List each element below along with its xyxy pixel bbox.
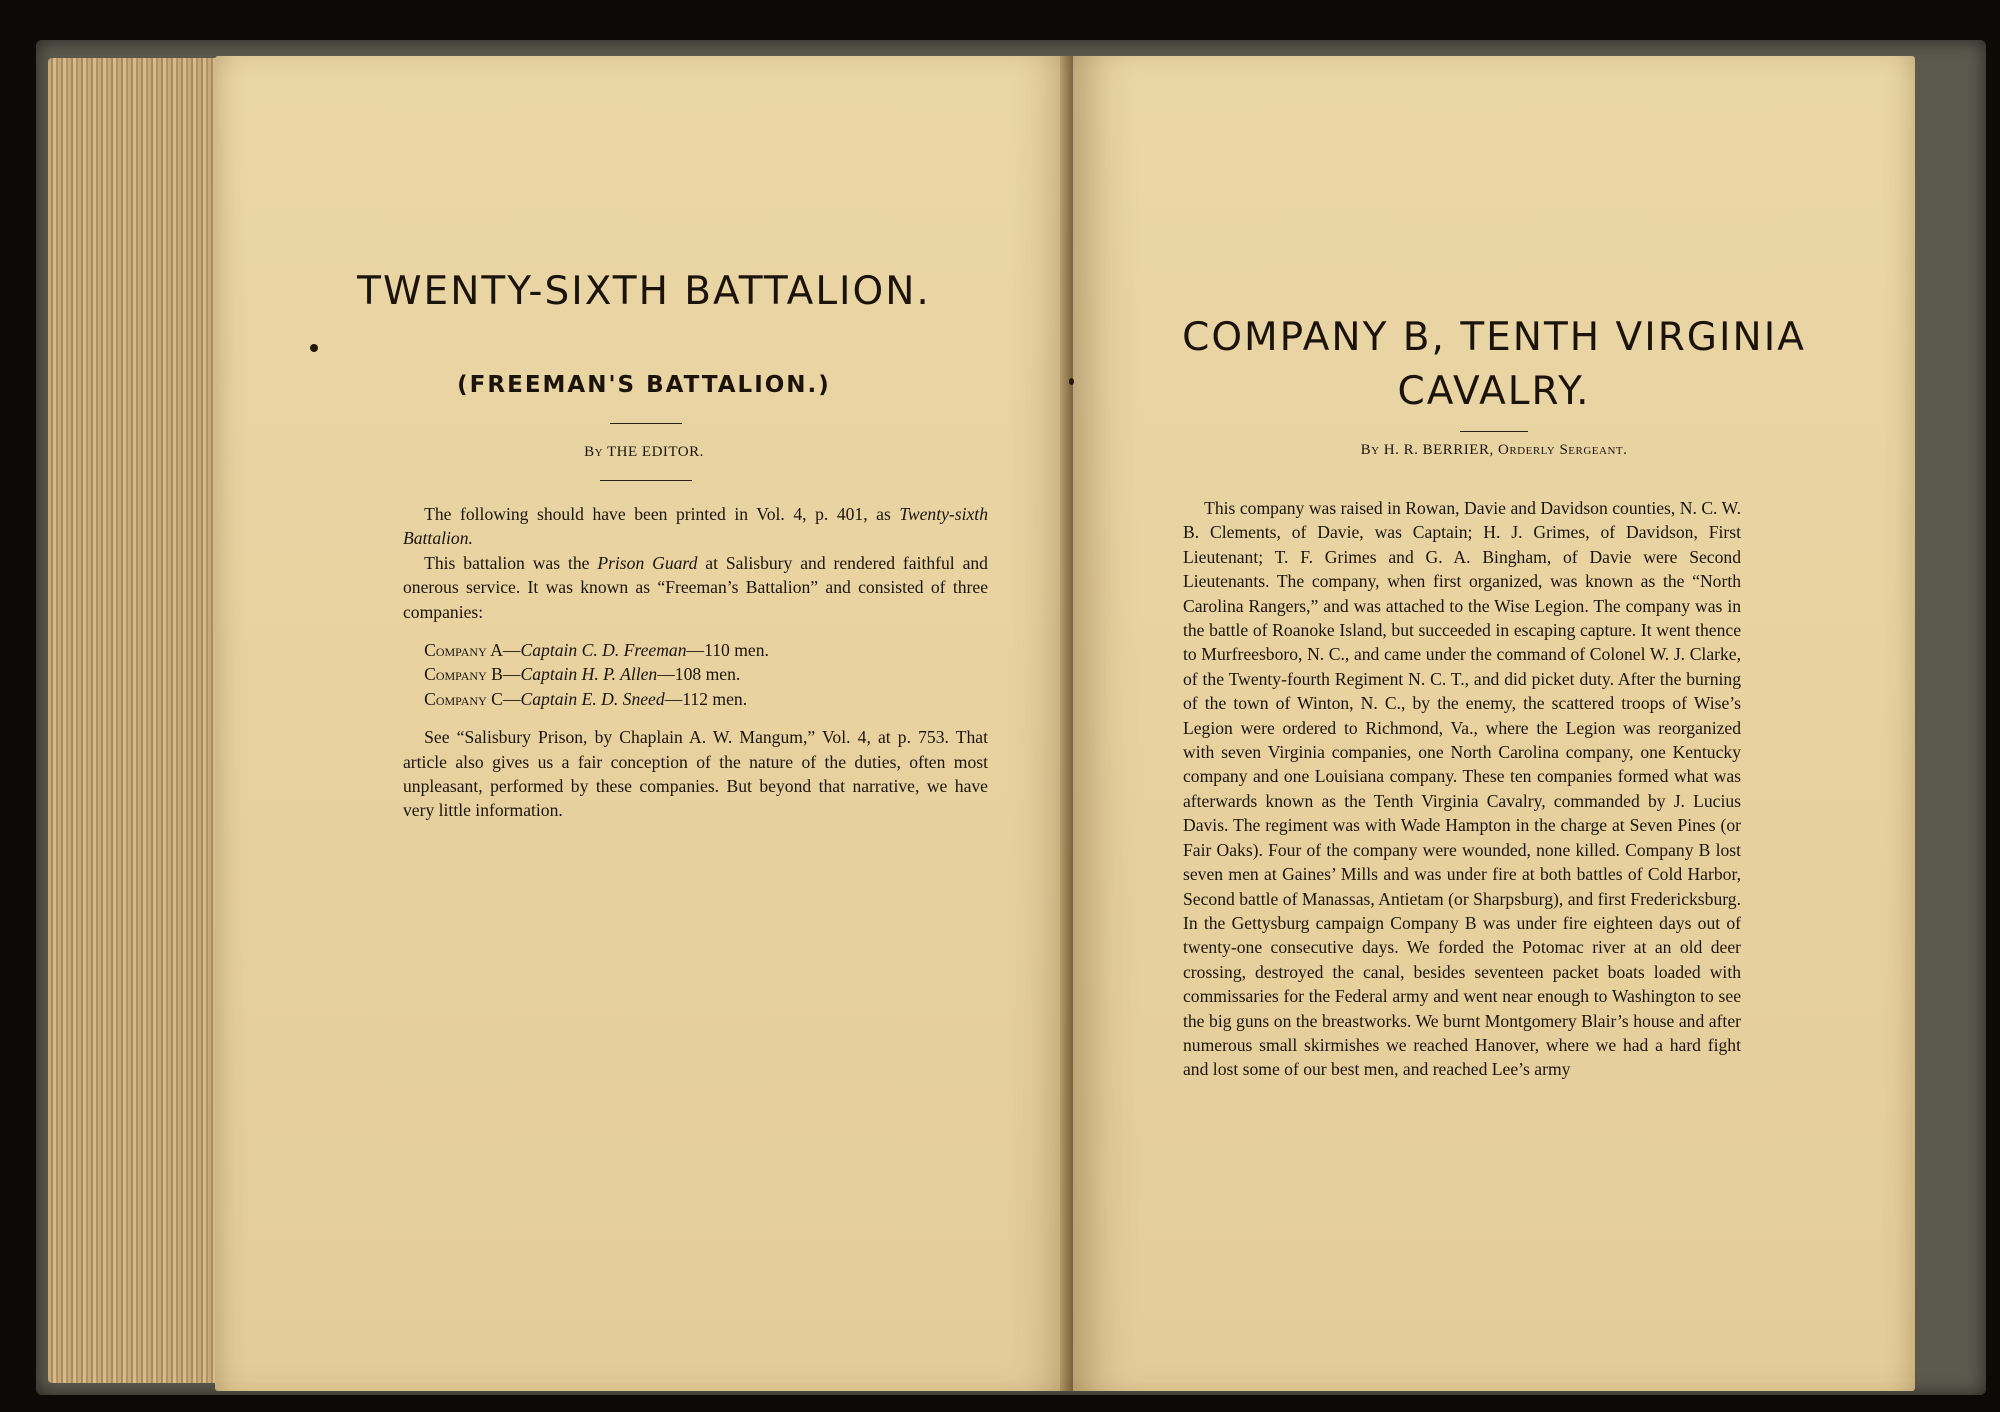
company-list xyxy=(403,638,988,711)
byline-prefix: By xyxy=(1360,442,1380,458)
company-label: Company xyxy=(424,688,487,709)
title-rule xyxy=(1460,431,1528,432)
paragraph xyxy=(403,502,988,551)
ink-spot xyxy=(1069,378,1074,385)
page-edges xyxy=(48,58,223,1383)
paragraph xyxy=(403,551,988,624)
right-body xyxy=(1183,496,1741,1082)
title-line: COMPANY B, TENTH VIRGINIA xyxy=(1182,315,1806,360)
list-item xyxy=(403,687,988,711)
right-page-title xyxy=(1073,311,1915,419)
left-body xyxy=(403,502,988,823)
company-letter: C— xyxy=(491,688,521,709)
left-page xyxy=(215,56,1073,1391)
italic-run: Prison Guard xyxy=(597,552,698,573)
right-page xyxy=(1073,56,1915,1391)
right-byline xyxy=(1073,442,1915,459)
title-line: CAVALRY. xyxy=(1397,369,1591,414)
list-item xyxy=(403,638,988,662)
company-size: —108 men. xyxy=(657,664,741,685)
company-label: Company xyxy=(424,664,487,685)
left-byline xyxy=(215,444,1073,461)
paragraph: This company was raised in Rowan, Davie and Davidson counties, N. C. W. B. Clements, of Davie, was Captain; H. J. Grimes, of Davidson, First Lieutenant; T. F. Grimes and G. A. Bingham, of Davie were Second Lieutenants. The company, when first organized, was known as the “North Carolina Rangers,” and was attached to the Wise Legion. The company was in the battle of Roanoke Island, but succeeded in escaping capture. It went thence to Murfreesboro, N. C., and came under the command of Colonel W. J. Clarke, of the Twenty-fourth Regiment N. C. T., and did picket duty. After the burning of the town of Winton, N. C., by the enemy, the scattered troops of Wise’s Legion were ordered to Richmond, Va., where the Legion was reorganized with seven Virginia companies, one North Carolina company, one Kentucky company and one Louisiana company. These ten companies formed what was afterwards known as the Tenth Virginia Cavalry, commanded by J. Lucius Davis. The regiment was with Wade Hampton in the charge at Seven Pines (or Fair Oaks). Four of the company were wounded, none killed. Company B lost seven men at Gaines’ Mills and was under fire at both battles of Cold Harbor, Second battle of Manassas, Antietam (or Sharpsburg), and first Fredericksburg. In the Gettysburg campaign Company B was under fire eighteen days out of twenty-one consecutive days. We forded the Potomac river at an old deer crossing, destroyed the canal, besides seventeen packet boats loaded with commissaries for the Federal army and went near enough to Washington to see the big guns on the breastworks. We burnt Montgomery Blair’s house and after numerous small skirmishes we reached Hanover, where we had a hard fight and lost some of our best men, and reached Lee’s army xyxy=(1183,498,1741,1080)
byline-prefix: By xyxy=(584,444,604,460)
company-letter: A— xyxy=(490,640,521,661)
text-run: at Salisbury and rendered faithful and onerous service. It was known as “Freeman’s Battalion” and consisted of three companies: xyxy=(403,552,988,622)
byline-rule xyxy=(600,480,692,481)
italic-run: Twenty-sixth Battalion. xyxy=(403,504,988,549)
list-item xyxy=(403,662,988,686)
company-size: —112 men. xyxy=(664,688,748,709)
byline-role: Orderly Sergeant. xyxy=(1497,442,1628,458)
company-label: Company xyxy=(424,640,487,661)
captain-name: Captain E. D. Sneed xyxy=(520,688,665,709)
captain-name: Captain C. D. Freeman xyxy=(520,640,687,661)
company-size: —110 men. xyxy=(686,640,769,661)
left-page-title: TWENTY-SIXTH BATTALION. xyxy=(357,269,931,314)
text-run: This battalion was the xyxy=(424,552,598,573)
captain-name: Captain H. P. Allen xyxy=(520,664,658,685)
byline-name: THE EDITOR. xyxy=(607,444,704,460)
left-page-subtitle: (FREEMAN'S BATTALION.) xyxy=(457,372,831,398)
text-run: The following should have been printed in Vol. 4, p. 401, as xyxy=(424,504,900,524)
ink-spot xyxy=(310,344,318,352)
byline-name: H. R. BERRIER, xyxy=(1383,442,1494,458)
paragraph: See “Salisbury Prison, by Chaplain A. W. Mangum,” Vol. 4, at p. 753. That article also gives us a fair conception of the nature of the duties, often most unpleasant, performed by these companies. But beyond that narrative, we have very little information. xyxy=(403,727,988,821)
company-letter: B— xyxy=(491,664,521,685)
title-rule xyxy=(610,423,682,424)
